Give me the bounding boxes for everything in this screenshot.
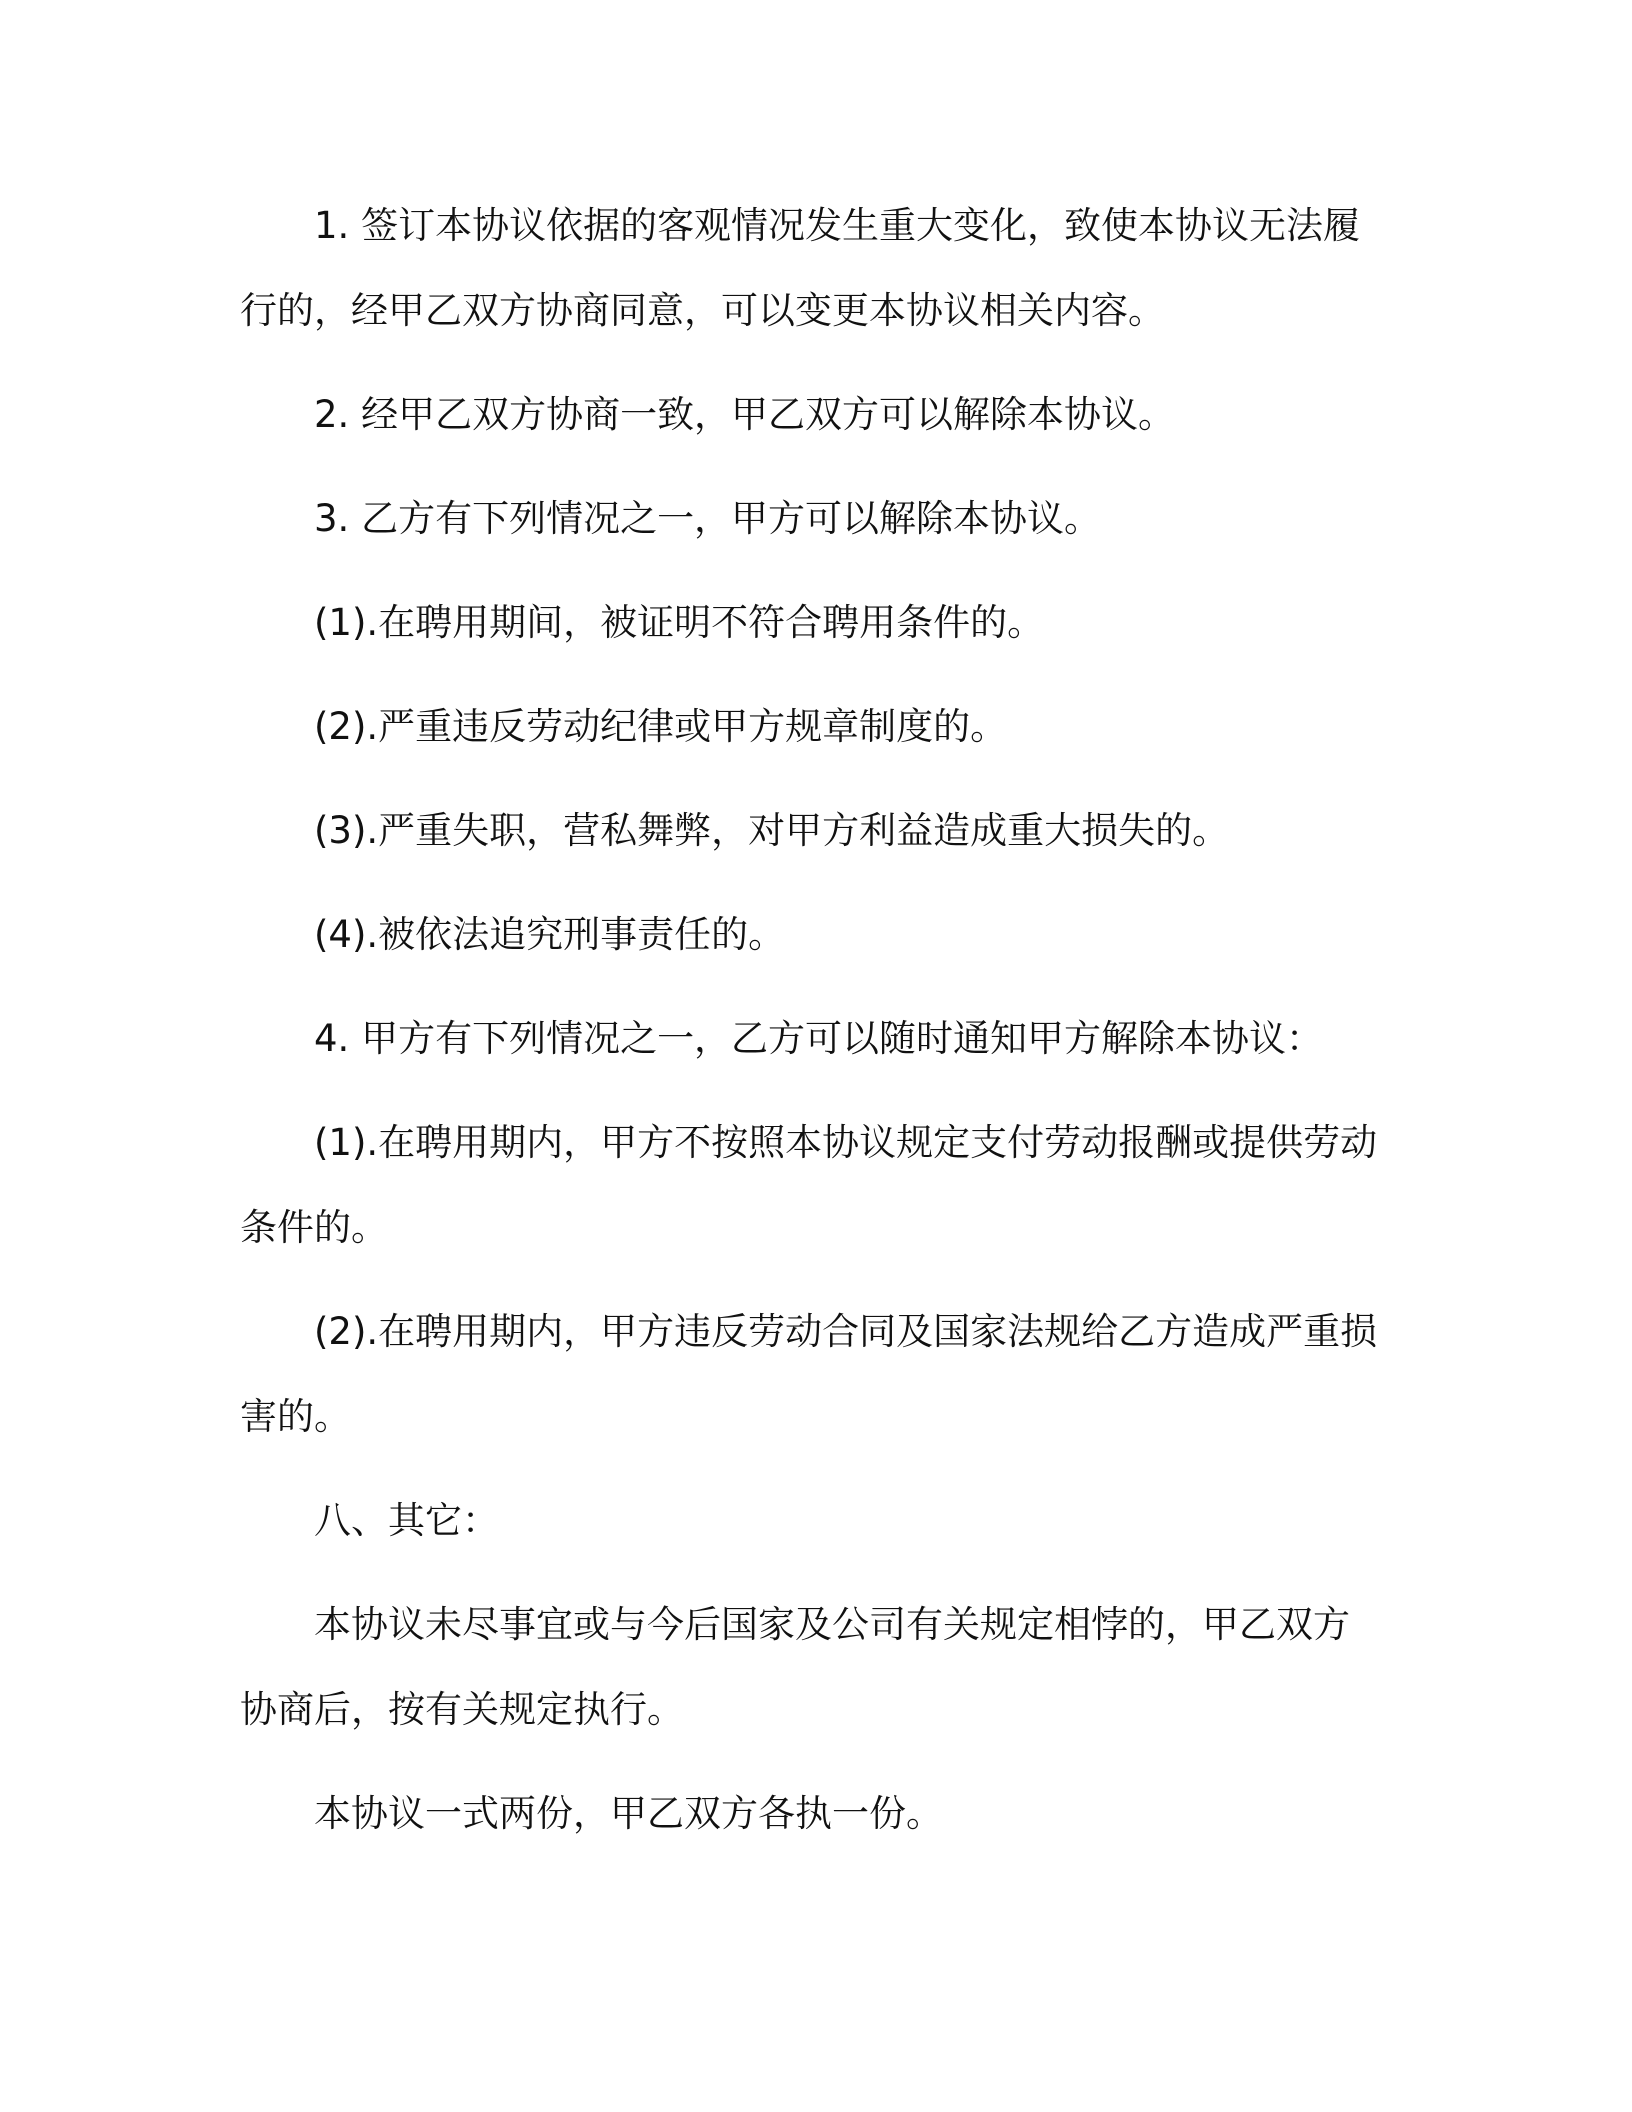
paragraph-clause-4: 4. 甲方有下列情况之一，乙方可以随时通知甲方解除本协议： bbox=[314, 1017, 1324, 1060]
paragraph-clause-1: 1. 签订本协议依据的客观情况发生重大变化，致使本协议无法履行的，经甲乙双方协商同意，可以变更本协议相关内容。 bbox=[240, 204, 1361, 332]
paragraph-clause-3: 3. 乙方有下列情况之一，甲方可以解除本协议。 bbox=[314, 497, 1102, 540]
section-heading-other: 八、其它： bbox=[314, 1499, 499, 1542]
paragraph-clause-4-item-1: (1).在聘用期内，甲方不按照本协议规定支付劳动报酬或提供劳动条件的。 bbox=[240, 1121, 1378, 1249]
paragraph-other-2: 本协议一式两份，甲乙双方各执一份。 bbox=[314, 1792, 943, 1835]
paragraph-clause-3-item-3: (3).严重失职，营私舞弊，对甲方利益造成重大损失的。 bbox=[314, 809, 1230, 852]
paragraph-clause-3-item-1: (1).在聘用期间，被证明不符合聘用条件的。 bbox=[314, 601, 1045, 644]
paragraph-clause-4-item-2: (2).在聘用期内，甲方违反劳动合同及国家法规给乙方造成严重损害的。 bbox=[240, 1310, 1378, 1438]
document-page bbox=[240, 183, 1380, 1856]
paragraph-clause-3-item-2: (2).严重违反劳动纪律或甲方规章制度的。 bbox=[314, 705, 1008, 748]
paragraph-other-1: 本协议未尽事宜或与今后国家及公司有关规定相悖的，甲乙双方协商后，按有关规定执行。 bbox=[240, 1603, 1350, 1731]
paragraph-clause-3-item-4: (4).被依法追究刑事责任的。 bbox=[314, 913, 786, 956]
paragraph-clause-2: 2. 经甲乙双方协商一致，甲乙双方可以解除本协议。 bbox=[314, 393, 1176, 436]
